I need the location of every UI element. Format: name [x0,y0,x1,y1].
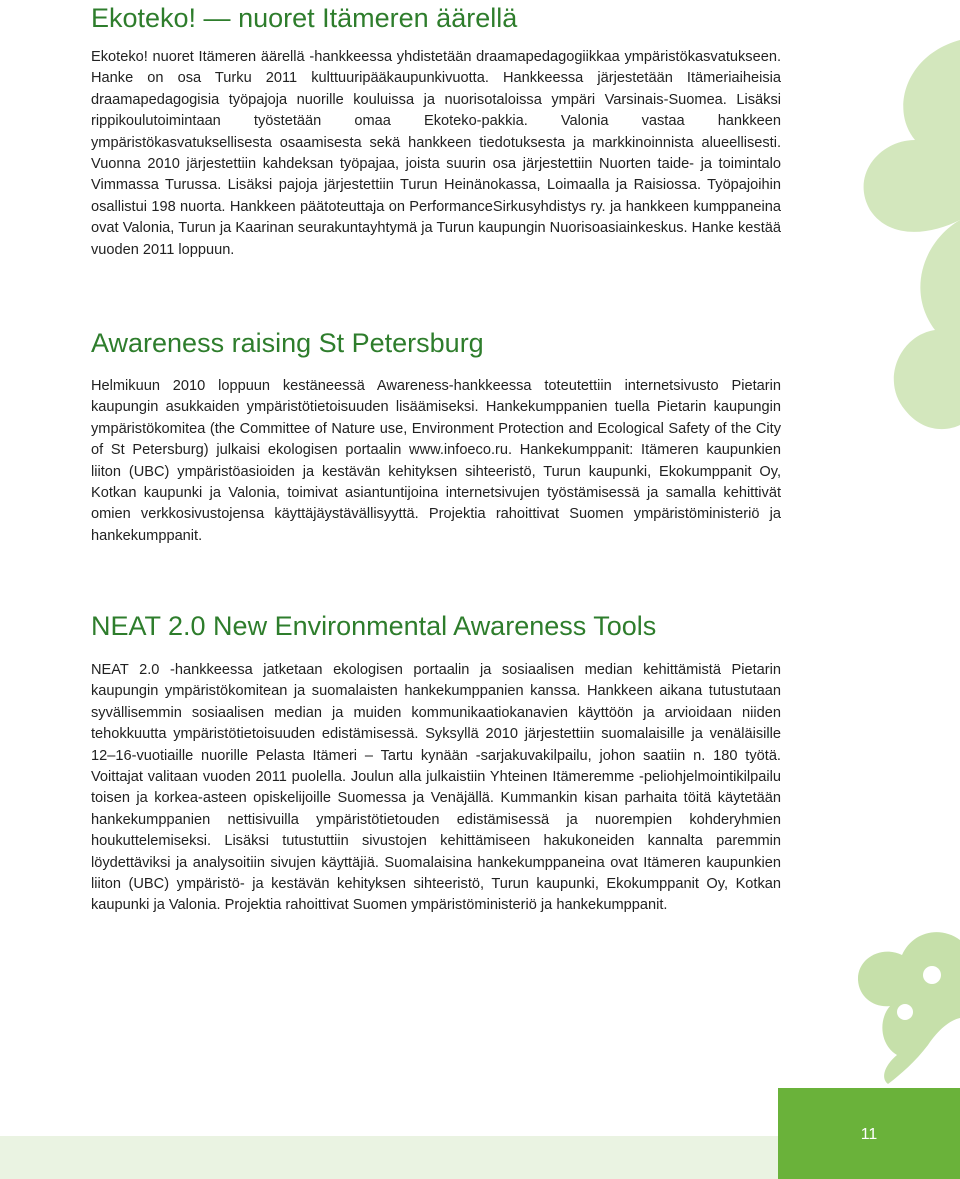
section-heading: Ekoteko! — nuoret Itämeren äärellä [91,3,518,33]
section-neat [91,609,781,917]
section-awareness [91,326,781,547]
clover-leaf-decoration-small [858,932,960,1084]
section-body: Helmikuun 2010 loppuun kestäneessä Awareness-hankkeessa toteutettiin internetsivusto Pietarin kaupungin asukkaiden ympäristötietoisuuden lisäämiseksi. Hankekumppanien tuella Pietarin kaupungin ympäristökomitea (the Committee of Nature use, Environment Protection and Ecological Safety of the City of St Petersburg) julkaisi ekologisen portaalin www.infoeco.ru. Hankekumppanit: Itämeren kaupunkien liiton (UBC) ympäristöasioiden ja kestävän kehityksen sihteeristö, Turun kaupunki, Ekokumppanit Oy, Kotkan kaupunki ja Valonia, toimivat asiantuntijoina internetsivujen työstämisessä ja samalla kehittivät omien verkkosivustojensa käyttäjäystävällisyyttä. Projektia rahoittivat Suomen ympäristöministeriö ja hankekumppanit. [91,378,781,544]
page-number-box [778,1088,960,1179]
section-heading: Awareness raising St Petersburg [91,328,484,358]
section-heading: NEAT 2.0 New Environmental Awareness Tools [91,611,657,641]
section-body: Ekoteko! nuoret Itämeren äärellä -hankkeessa yhdistetään draamapedagogiikkaa ympäristökasvatukseen. Hanke on osa Turku 2011 kulttuuripääkaupunkivuotta. Hankkeessa järjestetään Itämeriaiheisia draamapedagogisia työpajoja nuorille kouluissa ja nuorisotaloissa ympäri Varsinais-Suomea. Lisäksi rippikoulutoimintaan työstetään omaa Ekoteko-pakkia. Valonia vastaa hankkeen ympäristökasvatuksellisesta osaamisesta sekä hankkeen tiedotuksesta ja markkinoinnista alueellisesti. Vuonna 2010 järjestettiin kahdeksan työpajaa, joista suurin osa järjestettiin Nuorten taide- ja toimintalo Vimmassa Turussa. Lisäksi pajoja järjestettiin Turun Heinänokassa, Loimaalla ja Raisiossa. Työpajoihin osallistui 198 nuorta. Hankkeen päätoteuttaja on PerformanceSirkusyhdistys ry. ja hankkeen kumppaneina ovat Valonia, Turun ja Kaarinan seurakuntayhtymä ja Turun kaupungin Nuorisoasiainkeskus. Hanke kestää vuoden 2011 loppuun. [91,49,781,258]
page-number: 11 [860,1125,878,1143]
clover-leaf-decoration-large [864,40,960,429]
section-ekoteko [91,0,781,261]
section-body: NEAT 2.0 -hankkeessa jatketaan ekologisen portaalin ja sosiaalisen median kehittämistä Pietarin kaupungin ympäristökomitean ja suomalaisten hankekumppanien kanssa. Hankkeen aikana tutustutaan syvällisemmin sosiaalisen median ja muiden kommunikaatiokanavien käyttöön ja arvioidaan niiden tehokkuutta ympäristötietoisuuden edistämisessä. Syksyllä 2010 järjestettiin suomalaisille ja venäläisille 12–16-vuotiaille nuorille Pelasta Itämeri – Tartu kynään -sarjakuvakilpailu, johon saatiin n. 180 työtä. Voittajat valitaan vuoden 2011 puolella. Joulun alla julkaistiin Yhteinen Itämeremme -peliohjelmointikilpailu toisen ja korkea-asteen opiskelijoille Suomessa ja Venäjällä. Kummankin kisan parhaita töitä käytetään hankekumppanien nettisivuilla ympäristötietouden edistämisessä ja nuorempien kohderyhmien houkuttelemiseksi. Lisäksi tutustuttiin sivustojen kehittämiseen hakukoneiden kannalta paremmin löydettäviksi ja analysoitiin sivujen käyttäjiä. Suomalaisina hankekumppaneina ovat Itämeren kaupunkien liiton (UBC) ympäristö- ja kestävän kehityksen sihteeristö, Turun kaupunki, Ekokumppanit Oy, Kotkan kaupunki ja Valonia. Projektia rahoittivat Suomen ympäristöministeriö ja hankekumppanit. [91,662,781,914]
leaf-cutouts [897,966,941,1020]
footer-band [0,1136,778,1179]
